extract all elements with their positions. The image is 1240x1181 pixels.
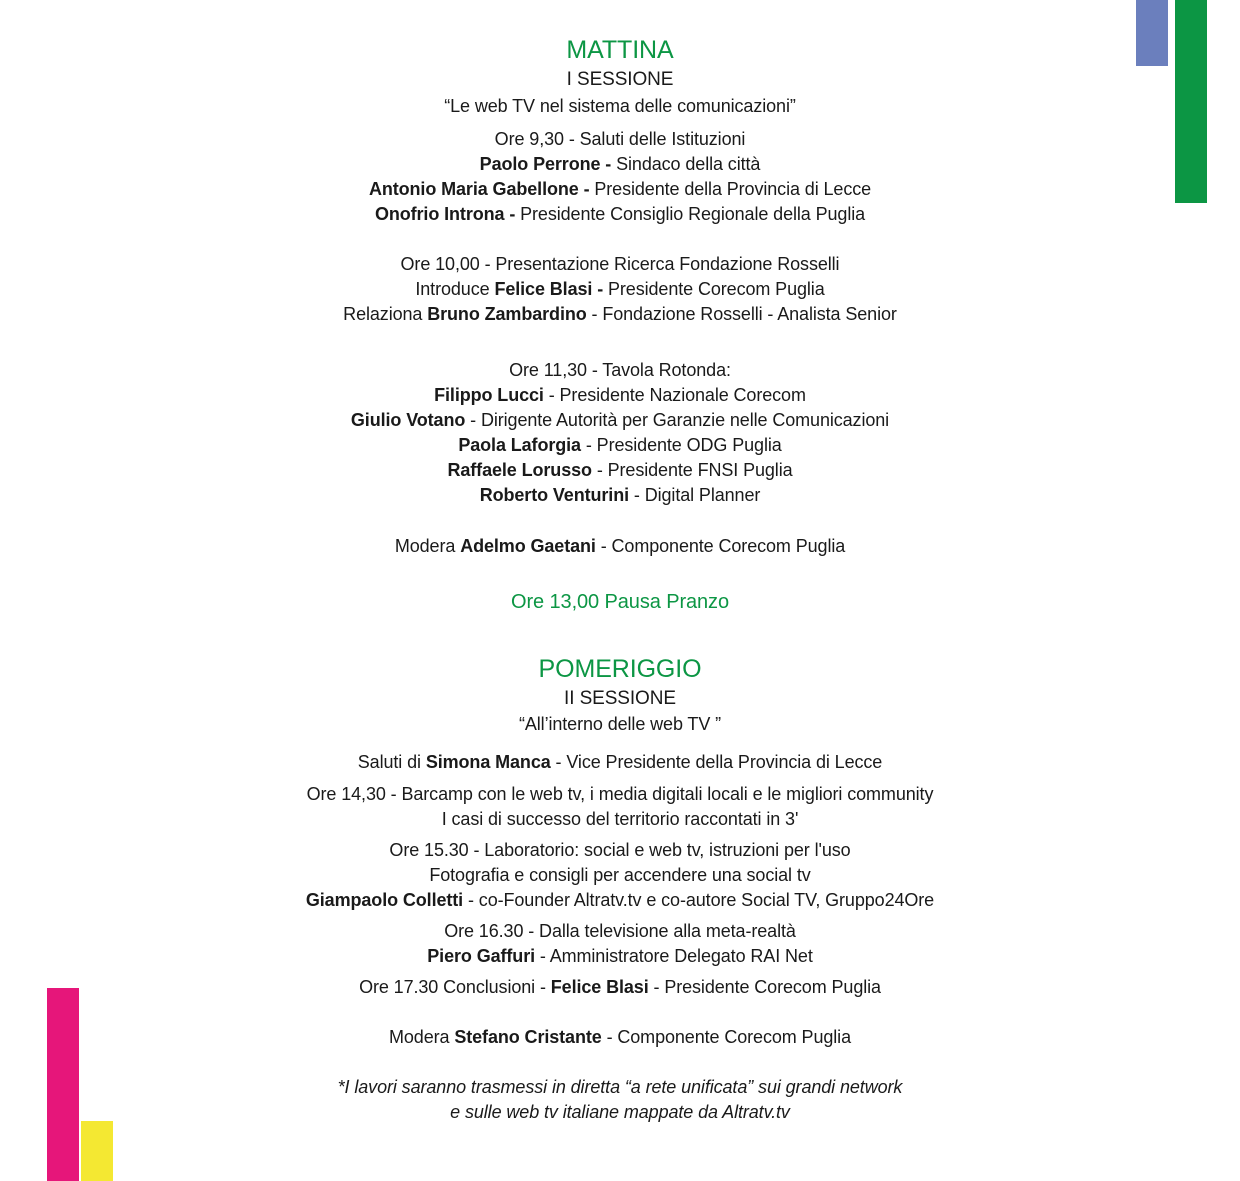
speaker-name: Simona Manca: [425, 752, 551, 772]
lab-subline: Fotografia e consigli per accendere una social tv: [429, 865, 811, 885]
speaker-line: [0, 153, 1240, 175]
speaker-role: - Digital Planner: [629, 485, 761, 505]
speaker-name: Piero Gaffuri: [427, 946, 536, 966]
moderator-role: - Componente Corecom Puglia: [595, 536, 846, 556]
speaker-name: Antonio Maria Gabellone -: [368, 179, 590, 199]
speaker-line: [0, 409, 1240, 431]
speaker-line: [0, 384, 1240, 406]
speaker-name: Raffaele Lorusso: [447, 460, 592, 480]
barcamp-line: Ore 14,30 - Barcamp con le web tv, i media digitali locali e le migliori community: [306, 784, 934, 804]
speaker-line: [0, 484, 1240, 506]
footnote-line1: *I lavori saranno trasmessi in diretta “a rete unificata” sui grandi network: [337, 1077, 903, 1097]
lab-line: Ore 15.30 - Laboratorio: social e web tv, istruzioni per l'uso: [389, 840, 851, 860]
moderator-name: Adelmo Gaetani: [460, 536, 596, 556]
speaker-name: Paolo Perrone -: [479, 154, 612, 174]
intro-line: [0, 278, 1240, 300]
speaker-role: Presidente della Provincia di Lecce: [589, 179, 872, 199]
barcamp-subline: I casi di successo del territorio raccontati in 3': [441, 809, 799, 829]
speaker-line: [0, 434, 1240, 456]
speaker-line: [0, 889, 1240, 911]
morning-heading: MATTINA: [566, 36, 674, 64]
intro-prefix: Introduce: [415, 279, 495, 299]
greeting-prefix: Saluti di: [357, 752, 426, 772]
speaker-name: Roberto Venturini: [479, 485, 630, 505]
conclusion-line: [0, 976, 1240, 998]
tv-line: Ore 16.30 - Dalla televisione alla meta-realtà: [444, 921, 796, 941]
morning-session: I SESSIONE: [566, 69, 674, 90]
block3-time: Ore 11,30 - Tavola Rotonda:: [509, 360, 731, 380]
speaker-name: Giulio Votano: [350, 410, 466, 430]
speaker-line: [0, 459, 1240, 481]
speaker-role: - Vice Presidente della Provincia di Lecce: [550, 752, 883, 772]
speaker-role: - Presidente Corecom Puglia: [648, 977, 881, 997]
speaker-role: - Amministratore Delegato RAI Net: [535, 946, 813, 966]
speaker-role: - Presidente ODG Puglia: [580, 435, 782, 455]
block2-time: Ore 10,00 - Presentazione Ricerca Fondazione Rosselli: [400, 254, 840, 274]
relation-prefix: Relaziona: [343, 304, 428, 324]
moderator-prefix: Modera: [389, 1027, 455, 1047]
speaker-role: - Fondazione Rosselli - Analista Senior: [586, 304, 897, 324]
afternoon-session: II SESSIONE: [564, 688, 676, 709]
speaker-role: - Dirigente Autorità per Garanzie nelle Comunicazioni: [465, 410, 890, 430]
afternoon-moderator: [0, 1026, 1240, 1048]
speaker-role: Presidente Consiglio Regionale della Puglia: [515, 204, 866, 224]
morning-moderator: [0, 535, 1240, 557]
speaker-name: Onofrio Introna -: [374, 204, 516, 224]
moderator-prefix: Modera: [394, 536, 461, 556]
speaker-name: Giampaolo Colletti: [305, 890, 464, 910]
speaker-role: - co-Founder Altratv.tv e co-autore Social TV, Gruppo24Ore: [463, 890, 935, 910]
conclusion-prefix: Ore 17.30 Conclusioni -: [359, 977, 551, 997]
block1-time: Ore 9,30 - Saluti delle Istituzioni: [494, 129, 746, 149]
morning-theme: “Le web TV nel sistema delle comunicazioni”: [444, 96, 796, 116]
afternoon-theme: “All’interno delle web TV ”: [518, 714, 722, 734]
lunch-break: Ore 13,00 Pausa Pranzo: [511, 591, 729, 613]
speaker-name: Felice Blasi -: [494, 279, 604, 299]
speaker-line: [0, 945, 1240, 967]
relation-line: [0, 303, 1240, 325]
moderator-role: - Componente Corecom Puglia: [601, 1027, 851, 1047]
afternoon-heading: POMERIGGIO: [538, 655, 702, 683]
speaker-name: Paola Laforgia: [458, 435, 581, 455]
decorative-bar-yellow: [81, 1121, 113, 1181]
greeting-line: [0, 751, 1240, 773]
moderator-name: Stefano Cristante: [454, 1027, 602, 1047]
speaker-line: [0, 178, 1240, 200]
speaker-name: Felice Blasi: [550, 977, 649, 997]
speaker-role: Sindaco della città: [611, 154, 761, 174]
footnote-line2: e sulle web tv italiane mappate da Altratv.tv: [450, 1102, 790, 1122]
speaker-role: - Presidente Nazionale Corecom: [543, 385, 806, 405]
speaker-name: Filippo Lucci: [434, 385, 544, 405]
speaker-role: - Presidente FNSI Puglia: [591, 460, 793, 480]
speaker-line: [0, 203, 1240, 225]
speaker-role: Presidente Corecom Puglia: [603, 279, 825, 299]
speaker-name: Bruno Zambardino: [427, 304, 587, 324]
